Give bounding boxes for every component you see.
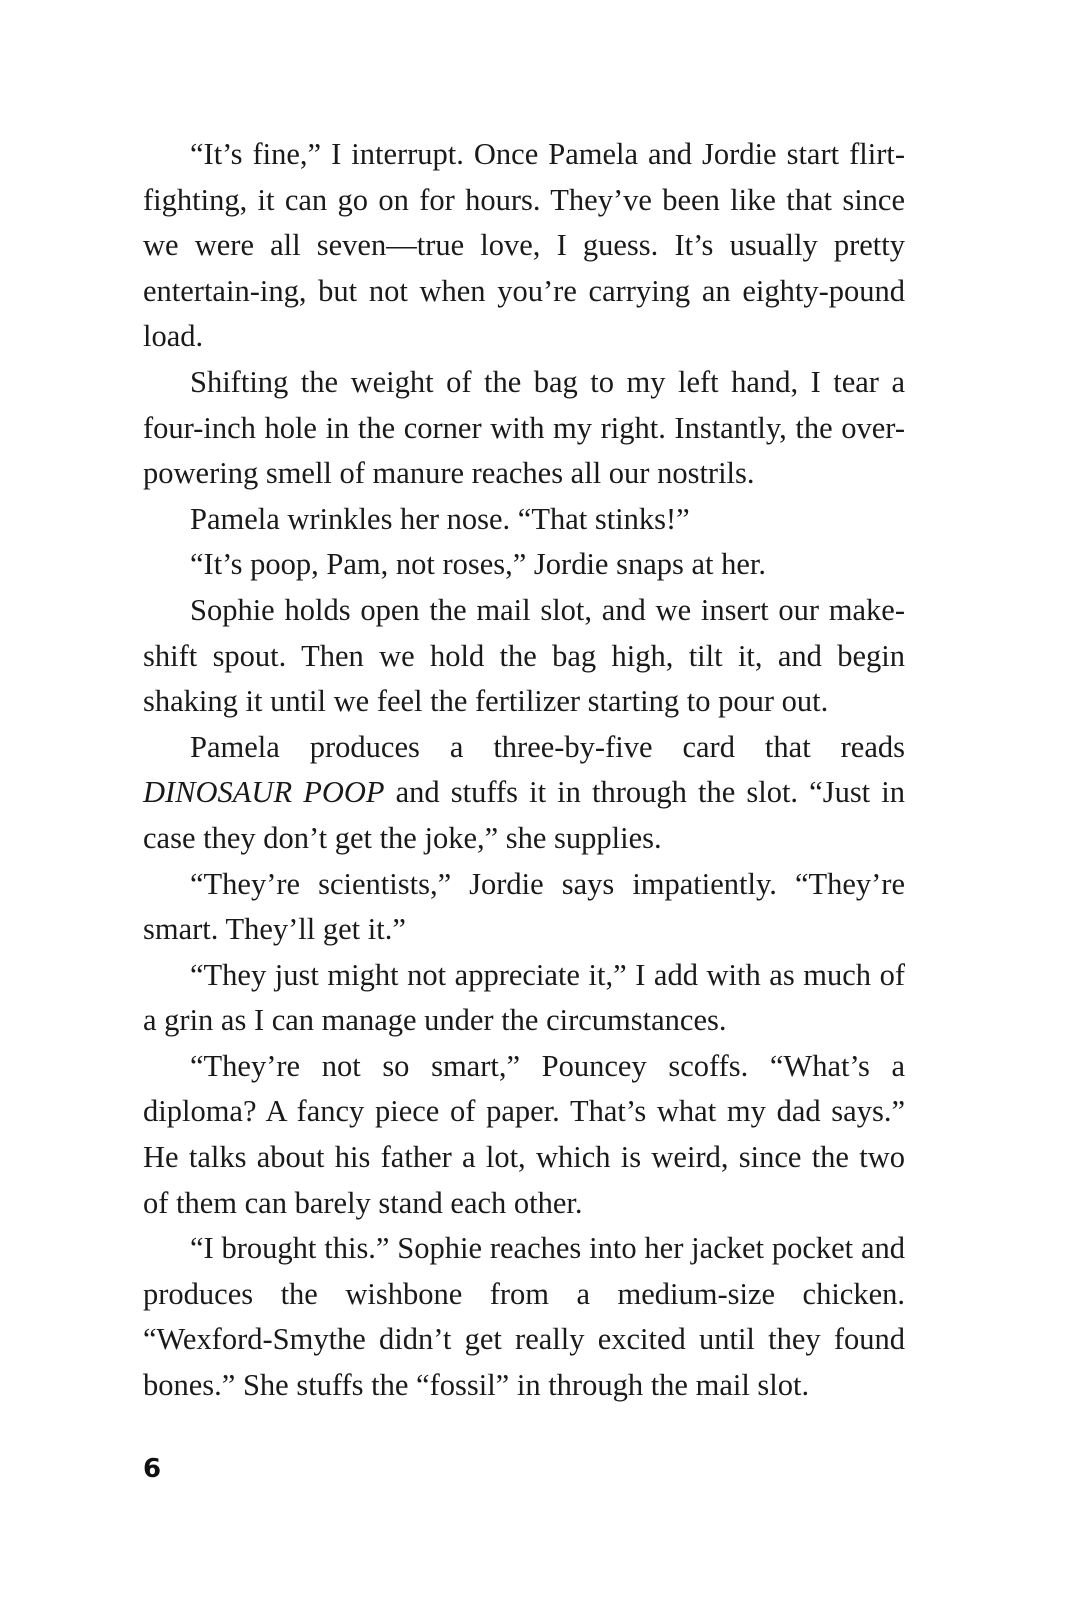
paragraph-text: “I brought this.” Sophie reaches into her jacket pocket and produces the wishbone from a medium-size chicken. “Wexford-Smythe didn’t get really excited until they found bones.” She stuffs the “fossil” in through the mail slot. xyxy=(143,1231,905,1403)
paragraph xyxy=(143,1226,905,1408)
paragraph-text: “It’s poop, Pam, not roses,” Jordie snaps at her. xyxy=(190,547,767,582)
paragraph xyxy=(143,862,905,953)
paragraph-text: “They’re scientists,” Jordie says impatiently. “They’re smart. They’ll get it.” xyxy=(143,866,905,947)
page-number: 6 xyxy=(143,1454,162,1484)
paragraph-text: Shifting the weight of the bag to my left hand, I tear a four-inch hole in the corner with my right. Instantly, the over-powering smell of manure reaches all our nostrils. xyxy=(143,364,905,491)
paragraph-text: “It’s fine,” I interrupt. Once Pamela and Jordie start flirt-fighting, it can go on for hours. They’ve been like that since we were all seven—true love, I guess. It’s usually pretty entertain-ing, but not when you’re carrying an eighty-pound load. xyxy=(143,137,905,354)
paragraph xyxy=(143,588,905,725)
body-text xyxy=(143,132,905,1409)
paragraph xyxy=(143,953,905,1044)
paragraph-text: “They just might not appreciate it,” I add with as much of a grin as I can manage under the circumstances. xyxy=(143,957,905,1038)
paragraph xyxy=(143,725,905,862)
paragraph-text: “They’re not so smart,” Pouncey scoffs. “What’s a diploma? A fancy piece of paper. That’s what my dad says.” He talks about his father a lot, which is weird, since the two of them can barely stand each other. xyxy=(143,1048,905,1220)
paragraph-text: Sophie holds open the mail slot, and we insert our make-shift spout. Then we hold the bag high, tilt it, and begin shaking it until we feel the fertilizer starting to pour out. xyxy=(143,592,905,719)
paragraph xyxy=(143,497,905,543)
paragraph xyxy=(143,360,905,497)
paragraph-text: and stuffs it in through the slot. “Just in case they don’t get the joke,” she supplies. xyxy=(143,775,905,855)
paragraph-text: Pamela wrinkles her nose. “That stinks!” xyxy=(190,501,690,536)
paragraph-text: Pamela produces a three-by-five card that reads xyxy=(190,729,905,764)
italic-text: DINOSAUR POOP xyxy=(143,775,385,810)
paragraph xyxy=(143,1044,905,1226)
paragraph xyxy=(143,132,905,360)
paragraph xyxy=(143,542,905,588)
